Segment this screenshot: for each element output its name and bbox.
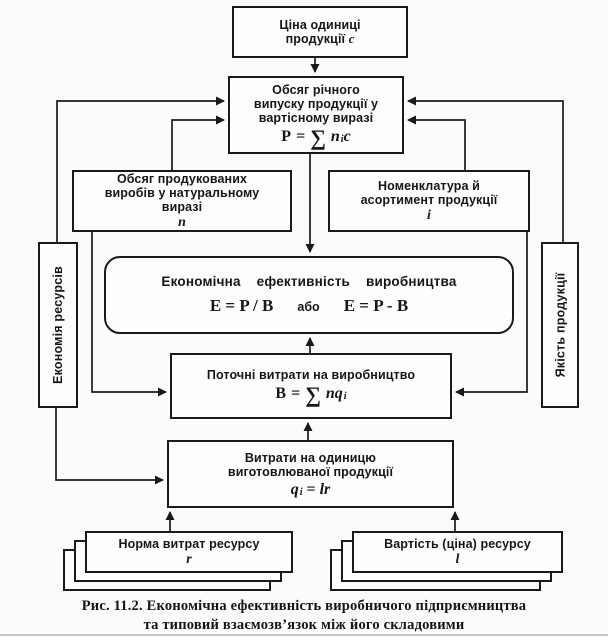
formula-p-tail: c <box>343 128 351 146</box>
nomenclature-var: i <box>427 208 431 223</box>
formula-b-sub: i <box>343 391 347 403</box>
page-edge-rule <box>0 634 608 636</box>
conjunction-label: або <box>297 299 320 314</box>
resource-saving-label: Економія ресурсів <box>51 266 66 384</box>
unit-price-var: c <box>348 32 355 46</box>
formula-ratio: E = P / B <box>209 295 274 315</box>
caption-line-1 <box>0 597 608 616</box>
node-annual-output <box>228 76 404 154</box>
resource-price-var: l <box>455 552 460 567</box>
node-resource-norm <box>85 531 293 573</box>
formula-q-eq: = <box>306 480 316 498</box>
nomenclature-label: Номенклатура й асортимент продукції <box>360 179 498 207</box>
formula-q-sub: i <box>299 486 303 498</box>
formula-b-eq: = <box>291 385 301 403</box>
unit-price-text: Ціна одиниці продукції <box>279 18 361 46</box>
formula-b <box>275 381 347 407</box>
node-natural-output <box>72 170 292 232</box>
formula-p-lhs: P <box>281 128 292 146</box>
node-resource-saving <box>38 242 78 408</box>
resource-norm-label: Норма витрат ресурсу <box>118 537 260 551</box>
formula-q-base: q <box>290 480 299 498</box>
sigma-symbol: ∑ <box>305 381 321 407</box>
formula-q-rhs: lr <box>319 480 331 498</box>
caption-text-2: та типовий взаємозв’язок між його складовими <box>143 616 465 633</box>
product-quality-label: Якість продукції <box>553 272 567 378</box>
formula-p <box>281 124 351 150</box>
formula-p-sub: i <box>340 134 344 146</box>
unit-price-label <box>261 18 379 46</box>
node-unit-price <box>232 6 408 58</box>
current-costs-label: Поточні витрати на виробництво <box>206 367 416 382</box>
formula-diff: E = P - B <box>343 295 409 315</box>
resource-price-label: Вартість (ціна) ресурсу <box>384 537 531 551</box>
natural-output-var: n <box>178 215 186 230</box>
node-resource-price <box>352 531 563 573</box>
node-unit-costs <box>167 440 454 508</box>
caption-text-1: Економічна ефективність виробничого підприємництва <box>146 598 527 614</box>
node-nomenclature <box>328 170 530 232</box>
figure-caption <box>0 597 608 635</box>
node-efficiency <box>104 256 514 334</box>
sigma-symbol: ∑ <box>310 124 326 150</box>
caption-figure-number: Рис. 11.2. <box>81 598 143 614</box>
unit-costs-label: Витрати на одиницю виготовлюваної продукції <box>227 450 394 479</box>
node-current-costs <box>170 353 452 419</box>
efficiency-formulas <box>210 296 408 316</box>
resource-norm-var: r <box>186 552 192 567</box>
formula-p-eq: = <box>296 128 306 146</box>
natural-output-label: Обсяг продукованих виробів у натуральному виразі <box>104 172 260 214</box>
formula-q <box>291 482 331 498</box>
formula-p-base: n <box>330 128 340 146</box>
efficiency-title: Економічна ефективність виробництва <box>161 274 457 290</box>
formula-b-base: nq <box>325 385 343 403</box>
node-product-quality <box>541 242 579 408</box>
annual-output-label: Обсяг річного випуску продукції у вартісному виразі <box>253 82 379 125</box>
formula-b-lhs: B <box>275 385 287 403</box>
